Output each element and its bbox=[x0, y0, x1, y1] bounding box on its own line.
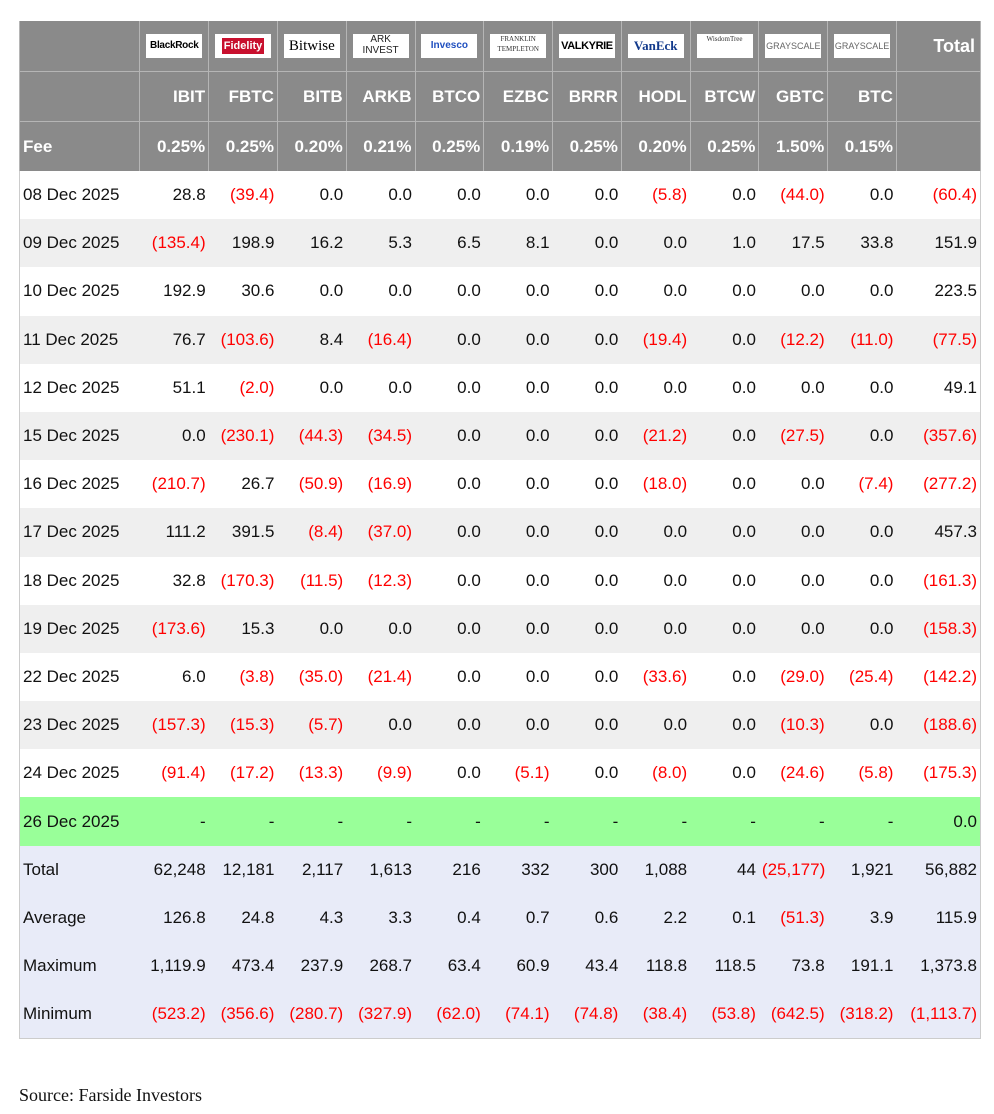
flow-cell: 2,117 bbox=[277, 846, 346, 894]
fee-cell: 0.25% bbox=[415, 122, 484, 172]
ticker-row bbox=[20, 72, 981, 122]
flow-cell: 0.0 bbox=[759, 557, 828, 605]
table-row bbox=[20, 171, 981, 219]
table-row bbox=[20, 412, 981, 460]
flow-cell: 32.8 bbox=[140, 557, 209, 605]
flow-cell: (50.9) bbox=[277, 460, 346, 508]
flow-cell: 0.0 bbox=[484, 605, 553, 653]
fee-cell: 1.50% bbox=[759, 122, 828, 172]
flow-cell: (103.6) bbox=[209, 316, 278, 364]
total-cell: (161.3) bbox=[896, 557, 980, 605]
flow-cell: (12.2) bbox=[759, 316, 828, 364]
total-cell: 115.9 bbox=[896, 894, 980, 942]
flow-cell: (37.0) bbox=[346, 508, 415, 556]
table-row bbox=[20, 557, 981, 605]
flow-cell: (24.6) bbox=[759, 749, 828, 797]
table-row bbox=[20, 508, 981, 556]
flow-cell: (5.8) bbox=[621, 171, 690, 219]
ticker-cell: BTCO bbox=[415, 72, 484, 122]
flow-cell: (5.7) bbox=[277, 701, 346, 749]
flow-cell: (53.8) bbox=[690, 990, 759, 1039]
flow-cell: 0.0 bbox=[828, 508, 897, 556]
flow-cell: (11.5) bbox=[277, 557, 346, 605]
fee-row bbox=[20, 122, 981, 172]
summary-label: Average bbox=[20, 894, 140, 942]
total-cell: (188.6) bbox=[896, 701, 980, 749]
flow-cell: (15.3) bbox=[209, 701, 278, 749]
date-cell: 23 Dec 2025 bbox=[20, 701, 140, 749]
flow-cell: - bbox=[277, 797, 346, 845]
flow-cell: 0.0 bbox=[621, 701, 690, 749]
flow-cell: (25,177) bbox=[759, 846, 828, 894]
flow-cell: - bbox=[690, 797, 759, 845]
flow-cell: (8.0) bbox=[621, 749, 690, 797]
flow-cell: 16.2 bbox=[277, 219, 346, 267]
total-cell: (175.3) bbox=[896, 749, 980, 797]
flow-cell: 0.0 bbox=[621, 557, 690, 605]
etf-flows-table bbox=[19, 21, 981, 1039]
table-row bbox=[20, 364, 981, 412]
flow-cell: (280.7) bbox=[277, 990, 346, 1039]
flow-cell: (29.0) bbox=[759, 653, 828, 701]
table-row bbox=[20, 701, 981, 749]
flow-cell: 0.4 bbox=[415, 894, 484, 942]
date-cell: 24 Dec 2025 bbox=[20, 749, 140, 797]
summary-label: Minimum bbox=[20, 990, 140, 1039]
fee-cell bbox=[896, 122, 980, 172]
flow-cell: 0.0 bbox=[277, 605, 346, 653]
flow-cell: 0.0 bbox=[690, 412, 759, 460]
flow-cell: 0.0 bbox=[828, 701, 897, 749]
flow-cell: 0.0 bbox=[277, 364, 346, 412]
flow-cell: 0.0 bbox=[415, 653, 484, 701]
flow-cell: 0.0 bbox=[415, 267, 484, 315]
total-cell: (1,113.7) bbox=[896, 990, 980, 1039]
flow-cell: (135.4) bbox=[140, 219, 209, 267]
flow-cell: (7.4) bbox=[828, 460, 897, 508]
flow-cell: 0.0 bbox=[346, 364, 415, 412]
flow-cell: 0.0 bbox=[621, 508, 690, 556]
table-row bbox=[20, 460, 981, 508]
flow-cell: 26.7 bbox=[209, 460, 278, 508]
flow-cell: (523.2) bbox=[140, 990, 209, 1039]
bitwise-logo: Bitwise bbox=[284, 34, 340, 58]
flow-cell: (62.0) bbox=[415, 990, 484, 1039]
flow-cell: 191.1 bbox=[828, 942, 897, 990]
flow-cell: 12,181 bbox=[209, 846, 278, 894]
flow-cell: (230.1) bbox=[209, 412, 278, 460]
flow-cell: 0.0 bbox=[759, 267, 828, 315]
flow-cell: 118.8 bbox=[621, 942, 690, 990]
flow-cell: 6.0 bbox=[140, 653, 209, 701]
flow-cell: 0.0 bbox=[690, 508, 759, 556]
flow-cell: - bbox=[553, 797, 622, 845]
flow-cell: - bbox=[828, 797, 897, 845]
total-cell: 151.9 bbox=[896, 219, 980, 267]
fee-cell: 0.19% bbox=[484, 122, 553, 172]
ticker-cell: EZBC bbox=[484, 72, 553, 122]
table-row bbox=[20, 797, 981, 845]
flow-cell: 0.0 bbox=[828, 171, 897, 219]
flow-cell: 0.0 bbox=[484, 460, 553, 508]
flow-cell: (19.4) bbox=[621, 316, 690, 364]
flow-cell: 0.0 bbox=[346, 701, 415, 749]
flow-cell: 0.0 bbox=[277, 267, 346, 315]
total-cell: (158.3) bbox=[896, 605, 980, 653]
flow-cell: (35.0) bbox=[277, 653, 346, 701]
date-cell: 26 Dec 2025 bbox=[20, 797, 140, 845]
flow-cell: (5.8) bbox=[828, 749, 897, 797]
flow-cell: (3.8) bbox=[209, 653, 278, 701]
flow-cell: (210.7) bbox=[140, 460, 209, 508]
flow-cell: 126.8 bbox=[140, 894, 209, 942]
summary-row bbox=[20, 990, 981, 1039]
table-row bbox=[20, 267, 981, 315]
flow-cell: (16.4) bbox=[346, 316, 415, 364]
table-row bbox=[20, 749, 981, 797]
flow-cell: 0.0 bbox=[759, 460, 828, 508]
flow-cell: 0.0 bbox=[346, 605, 415, 653]
summary-label: Total bbox=[20, 846, 140, 894]
flow-cell: 1.0 bbox=[690, 219, 759, 267]
flow-cell: 0.0 bbox=[484, 508, 553, 556]
flow-cell: 76.7 bbox=[140, 316, 209, 364]
flow-cell: 0.0 bbox=[621, 219, 690, 267]
flow-cell: 0.0 bbox=[553, 267, 622, 315]
flow-cell: (38.4) bbox=[621, 990, 690, 1039]
ticker-cell: BTCW bbox=[690, 72, 759, 122]
flow-cell: 0.0 bbox=[484, 653, 553, 701]
ticker-cell: HODL bbox=[621, 72, 690, 122]
summary-row bbox=[20, 942, 981, 990]
date-cell: 08 Dec 2025 bbox=[20, 171, 140, 219]
date-cell: 18 Dec 2025 bbox=[20, 557, 140, 605]
flow-cell: 0.0 bbox=[759, 508, 828, 556]
flow-cell: 118.5 bbox=[690, 942, 759, 990]
flow-cell: 0.0 bbox=[415, 701, 484, 749]
table-row bbox=[20, 316, 981, 364]
flow-cell: 268.7 bbox=[346, 942, 415, 990]
flow-cell: 0.0 bbox=[828, 267, 897, 315]
date-cell: 19 Dec 2025 bbox=[20, 605, 140, 653]
flow-cell: (2.0) bbox=[209, 364, 278, 412]
source-note: Source: Farside Investors bbox=[19, 1085, 202, 1105]
flow-cell: (327.9) bbox=[346, 990, 415, 1039]
flow-cell: (51.3) bbox=[759, 894, 828, 942]
flow-cell: 0.0 bbox=[690, 605, 759, 653]
flow-cell: 43.4 bbox=[553, 942, 622, 990]
table-row bbox=[20, 653, 981, 701]
flow-cell: 0.0 bbox=[828, 605, 897, 653]
date-cell: 16 Dec 2025 bbox=[20, 460, 140, 508]
flow-cell: 33.8 bbox=[828, 219, 897, 267]
flow-cell: 24.8 bbox=[209, 894, 278, 942]
flow-cell: 62,248 bbox=[140, 846, 209, 894]
flow-cell: (17.2) bbox=[209, 749, 278, 797]
total-cell: 56,882 bbox=[896, 846, 980, 894]
flow-cell: 8.1 bbox=[484, 219, 553, 267]
flow-cell: 2.2 bbox=[621, 894, 690, 942]
flow-cell: 0.0 bbox=[415, 508, 484, 556]
flow-cell: 5.3 bbox=[346, 219, 415, 267]
flow-cell: 216 bbox=[415, 846, 484, 894]
flow-cell: 192.9 bbox=[140, 267, 209, 315]
flow-cell: (8.4) bbox=[277, 508, 346, 556]
ticker-cell: BITB bbox=[277, 72, 346, 122]
flow-cell: 1,088 bbox=[621, 846, 690, 894]
flow-cell: 0.0 bbox=[346, 171, 415, 219]
flow-cell: 1,613 bbox=[346, 846, 415, 894]
fee-cell: 0.25% bbox=[140, 122, 209, 172]
total-cell: 0.0 bbox=[896, 797, 980, 845]
flow-cell: 0.0 bbox=[484, 267, 553, 315]
flow-cell: (5.1) bbox=[484, 749, 553, 797]
flow-cell: 51.1 bbox=[140, 364, 209, 412]
ticker-cell bbox=[896, 72, 980, 122]
grayscale-logo: GRAYSCALE bbox=[834, 34, 890, 58]
ticker-cell: GBTC bbox=[759, 72, 828, 122]
ark-logo: ARK INVEST bbox=[353, 34, 409, 58]
corner-cell bbox=[20, 72, 140, 122]
flow-cell: 63.4 bbox=[415, 942, 484, 990]
flow-cell: - bbox=[209, 797, 278, 845]
flow-cell: 0.0 bbox=[553, 749, 622, 797]
flow-cell: (11.0) bbox=[828, 316, 897, 364]
fee-cell: 0.20% bbox=[621, 122, 690, 172]
flow-cell: 0.0 bbox=[346, 267, 415, 315]
flow-cell: (13.3) bbox=[277, 749, 346, 797]
franklin-templeton-logo: FRANKLIN TEMPLETON bbox=[490, 34, 546, 58]
total-cell: (277.2) bbox=[896, 460, 980, 508]
flow-cell: 0.0 bbox=[415, 316, 484, 364]
ticker-cell: ARKB bbox=[346, 72, 415, 122]
date-cell: 12 Dec 2025 bbox=[20, 364, 140, 412]
flow-cell: 0.0 bbox=[690, 557, 759, 605]
total-cell: (357.6) bbox=[896, 412, 980, 460]
flow-cell: 28.8 bbox=[140, 171, 209, 219]
flow-cell: 60.9 bbox=[484, 942, 553, 990]
fee-cell: 0.21% bbox=[346, 122, 415, 172]
flow-cell: 73.8 bbox=[759, 942, 828, 990]
flow-cell: (170.3) bbox=[209, 557, 278, 605]
flow-cell: - bbox=[484, 797, 553, 845]
flow-cell: 0.0 bbox=[828, 412, 897, 460]
flow-cell: 0.0 bbox=[621, 267, 690, 315]
flow-cell: 0.0 bbox=[690, 316, 759, 364]
total-cell: (142.2) bbox=[896, 653, 980, 701]
flow-cell: - bbox=[415, 797, 484, 845]
flow-cell: 0.0 bbox=[484, 364, 553, 412]
flow-cell: (44.0) bbox=[759, 171, 828, 219]
flow-cell: (18.0) bbox=[621, 460, 690, 508]
fee-label: Fee bbox=[20, 122, 140, 172]
flow-cell: 0.0 bbox=[690, 171, 759, 219]
summary-stats-body bbox=[20, 846, 981, 1039]
flow-cell: (27.5) bbox=[759, 412, 828, 460]
logo-row bbox=[20, 21, 981, 72]
flow-cell: 0.0 bbox=[553, 653, 622, 701]
flow-cell: 0.0 bbox=[553, 316, 622, 364]
flow-cell: (33.6) bbox=[621, 653, 690, 701]
flow-cell: 0.0 bbox=[690, 267, 759, 315]
flow-cell: 6.5 bbox=[415, 219, 484, 267]
flow-cell: 0.7 bbox=[484, 894, 553, 942]
flow-cell: (74.8) bbox=[553, 990, 622, 1039]
flow-cell: 8.4 bbox=[277, 316, 346, 364]
table-row bbox=[20, 605, 981, 653]
flow-cell: 0.0 bbox=[690, 460, 759, 508]
flow-cell: 0.0 bbox=[690, 749, 759, 797]
flow-cell: 0.0 bbox=[553, 460, 622, 508]
flow-cell: 1,921 bbox=[828, 846, 897, 894]
flow-cell: 0.0 bbox=[690, 701, 759, 749]
flow-cell: 0.0 bbox=[484, 557, 553, 605]
flow-cell: (39.4) bbox=[209, 171, 278, 219]
ticker-cell: BRRR bbox=[553, 72, 622, 122]
flow-cell: 17.5 bbox=[759, 219, 828, 267]
flow-cell: (173.6) bbox=[140, 605, 209, 653]
flow-cell: (10.3) bbox=[759, 701, 828, 749]
fidelity-logo: Fidelity bbox=[215, 34, 271, 58]
flow-cell: (12.3) bbox=[346, 557, 415, 605]
flow-cell: (16.9) bbox=[346, 460, 415, 508]
flow-cell: (9.9) bbox=[346, 749, 415, 797]
flow-cell: 3.9 bbox=[828, 894, 897, 942]
grayscale-logo: GRAYSCALE bbox=[765, 34, 821, 58]
valkyrie-logo: VALKYRIE bbox=[559, 34, 615, 58]
flow-cell: 4.3 bbox=[277, 894, 346, 942]
summary-label: Maximum bbox=[20, 942, 140, 990]
date-cell: 09 Dec 2025 bbox=[20, 219, 140, 267]
flow-cell: 0.0 bbox=[140, 412, 209, 460]
flow-cell: 0.0 bbox=[759, 364, 828, 412]
flow-cell: 0.0 bbox=[690, 364, 759, 412]
flow-cell: 0.0 bbox=[553, 605, 622, 653]
flow-cell: 332 bbox=[484, 846, 553, 894]
flow-cell: 0.0 bbox=[553, 219, 622, 267]
total-column-header: Total bbox=[896, 21, 980, 72]
flow-cell: (318.2) bbox=[828, 990, 897, 1039]
flow-cell: 15.3 bbox=[209, 605, 278, 653]
flow-cell: 111.2 bbox=[140, 508, 209, 556]
wisdomtree-logo: WisdomTree bbox=[697, 34, 753, 58]
total-cell: 1,373.8 bbox=[896, 942, 980, 990]
flow-cell: 3.3 bbox=[346, 894, 415, 942]
flow-cell: 0.0 bbox=[484, 412, 553, 460]
flow-cell: 0.0 bbox=[415, 605, 484, 653]
date-cell: 11 Dec 2025 bbox=[20, 316, 140, 364]
flow-cell: 0.0 bbox=[553, 412, 622, 460]
summary-row bbox=[20, 894, 981, 942]
flow-cell: 0.6 bbox=[553, 894, 622, 942]
invesco-logo: Invesco bbox=[421, 34, 477, 58]
flow-cell: 0.0 bbox=[553, 508, 622, 556]
flow-cell: 0.0 bbox=[621, 605, 690, 653]
flow-cell: 0.0 bbox=[553, 701, 622, 749]
flow-cell: 0.0 bbox=[621, 364, 690, 412]
flow-cell: - bbox=[346, 797, 415, 845]
flow-cell: 0.0 bbox=[553, 557, 622, 605]
flow-cell: 30.6 bbox=[209, 267, 278, 315]
total-cell: 457.3 bbox=[896, 508, 980, 556]
flow-cell: (91.4) bbox=[140, 749, 209, 797]
date-cell: 17 Dec 2025 bbox=[20, 508, 140, 556]
flow-cell: - bbox=[621, 797, 690, 845]
total-cell: (77.5) bbox=[896, 316, 980, 364]
flow-cell: 0.1 bbox=[690, 894, 759, 942]
blackrock-logo: BlackRock bbox=[146, 34, 202, 58]
flow-cell: 0.0 bbox=[759, 605, 828, 653]
flow-cell: (21.2) bbox=[621, 412, 690, 460]
flow-cell: 237.9 bbox=[277, 942, 346, 990]
flow-cell: - bbox=[140, 797, 209, 845]
ticker-cell: IBIT bbox=[140, 72, 209, 122]
vaneck-logo: VanEck bbox=[628, 34, 684, 58]
flow-cell: 1,119.9 bbox=[140, 942, 209, 990]
flow-cell: (356.6) bbox=[209, 990, 278, 1039]
fee-cell: 0.25% bbox=[209, 122, 278, 172]
corner-cell bbox=[20, 21, 140, 72]
flow-cell: (44.3) bbox=[277, 412, 346, 460]
flow-cell: 198.9 bbox=[209, 219, 278, 267]
flow-cell: 0.0 bbox=[415, 749, 484, 797]
flow-cell: 0.0 bbox=[484, 171, 553, 219]
flow-cell: 0.0 bbox=[553, 171, 622, 219]
daily-flows-body bbox=[20, 171, 981, 846]
flow-cell: 391.5 bbox=[209, 508, 278, 556]
flow-cell: 44 bbox=[690, 846, 759, 894]
fee-cell: 0.20% bbox=[277, 122, 346, 172]
table-row bbox=[20, 219, 981, 267]
flow-cell: 0.0 bbox=[828, 557, 897, 605]
flow-cell: 0.0 bbox=[415, 171, 484, 219]
total-cell: (60.4) bbox=[896, 171, 980, 219]
flow-cell: 0.0 bbox=[415, 412, 484, 460]
date-cell: 10 Dec 2025 bbox=[20, 267, 140, 315]
flow-cell: (157.3) bbox=[140, 701, 209, 749]
flow-cell: (21.4) bbox=[346, 653, 415, 701]
ticker-cell: FBTC bbox=[209, 72, 278, 122]
flow-cell: 300 bbox=[553, 846, 622, 894]
flow-cell: 0.0 bbox=[277, 171, 346, 219]
date-cell: 15 Dec 2025 bbox=[20, 412, 140, 460]
flow-cell: (25.4) bbox=[828, 653, 897, 701]
flow-cell: (642.5) bbox=[759, 990, 828, 1039]
summary-row bbox=[20, 846, 981, 894]
flow-cell: 0.0 bbox=[484, 701, 553, 749]
flow-cell: 0.0 bbox=[415, 364, 484, 412]
flow-cell: - bbox=[759, 797, 828, 845]
fee-cell: 0.15% bbox=[828, 122, 897, 172]
fee-cell: 0.25% bbox=[690, 122, 759, 172]
flow-cell: (74.1) bbox=[484, 990, 553, 1039]
flow-cell: 0.0 bbox=[415, 557, 484, 605]
flow-cell: 0.0 bbox=[484, 316, 553, 364]
flow-cell: (34.5) bbox=[346, 412, 415, 460]
flow-cell: 0.0 bbox=[415, 460, 484, 508]
total-cell: 223.5 bbox=[896, 267, 980, 315]
total-cell: 49.1 bbox=[896, 364, 980, 412]
ticker-cell: BTC bbox=[828, 72, 897, 122]
fee-cell: 0.25% bbox=[553, 122, 622, 172]
flow-cell: 0.0 bbox=[828, 364, 897, 412]
date-cell: 22 Dec 2025 bbox=[20, 653, 140, 701]
flow-cell: 473.4 bbox=[209, 942, 278, 990]
flow-cell: 0.0 bbox=[690, 653, 759, 701]
flow-cell: 0.0 bbox=[553, 364, 622, 412]
